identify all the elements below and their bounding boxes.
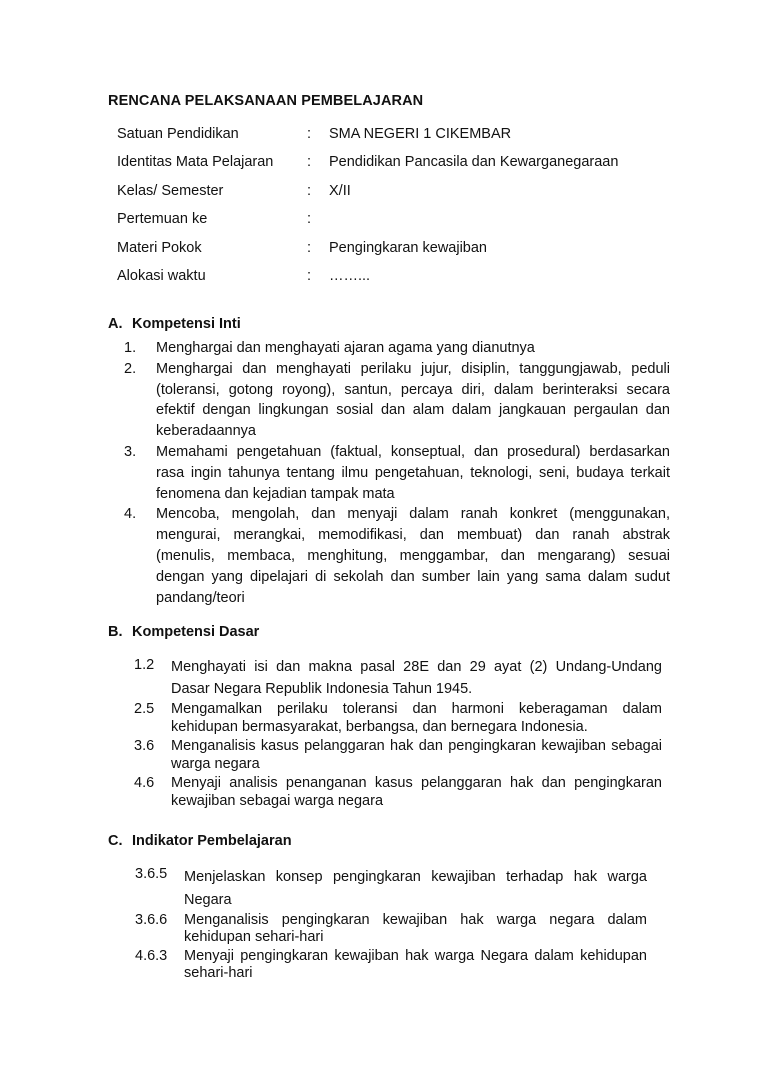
section-b-heading	[108, 624, 259, 640]
item-number: 3.	[124, 443, 137, 460]
item-text: Menjelaskan konsep pengingkaran kewajiban terhadap hak warga Negara	[184, 869, 647, 908]
item-text: Menghargai dan menghayati perilaku jujur, disiplin, tanggungjawab, peduli (toleransi, gotong royong), santun, percaya diri, dalam berinteraksi secara efektif dengan lingkungan sosial dan alam dalam jangkauan pergaulan dan keberadaannya	[156, 360, 670, 440]
identity-colon: :	[307, 154, 312, 171]
section-letter: A.	[108, 316, 123, 332]
item-number: 2.	[124, 360, 137, 377]
identity-colon: :	[307, 126, 312, 142]
section-title: Kompetensi Inti	[132, 316, 241, 332]
identity-label: Materi Pokok	[117, 239, 202, 256]
item-number: 3.6	[134, 738, 155, 754]
basic-competence-list	[134, 657, 662, 810]
item-text: Menganalisis kasus pelanggaran hak dan pengingkaran kewajiban sebagai warga negara	[171, 738, 662, 772]
identity-label: Kelas/ Semester	[117, 182, 224, 199]
identity-row-meeting	[117, 211, 677, 239]
identity-value: Pendidikan Pancasila dan Kewarganegaraan	[329, 154, 619, 171]
identity-row-topic	[117, 240, 677, 268]
item-number: 4.	[124, 506, 137, 523]
item-number: 4.6.3	[135, 948, 168, 964]
indicator-list	[135, 866, 647, 982]
identity-label: Pertemuan ke	[117, 211, 208, 228]
section-letter: C.	[108, 833, 123, 849]
item-number: 2.5	[134, 701, 155, 717]
list-item	[124, 504, 670, 608]
identity-label: Satuan Pendidikan	[117, 126, 239, 142]
section-a-heading	[108, 316, 241, 332]
core-competence-list	[124, 338, 670, 608]
list-item	[134, 657, 662, 700]
section-title: Indikator Pembelajaran	[132, 833, 292, 849]
list-item	[124, 359, 670, 442]
document-title: RENCANA PELAKSANAAN PEMBELAJARAN	[108, 93, 424, 109]
section-letter: B.	[108, 624, 123, 640]
identity-value: Pengingkaran kewajiban	[329, 239, 487, 256]
list-item	[134, 738, 662, 773]
section-c-heading	[108, 833, 292, 849]
identity-value: ……...	[329, 267, 371, 284]
item-text: Mengamalkan perilaku toleransi dan harmoni keberagaman dalam kehidupan bermasyarakat, berbangsa, dan bernegara Indonesia.	[171, 701, 662, 735]
identity-label: Identitas Mata Pelajaran	[117, 154, 274, 171]
identity-value: X/II	[329, 182, 351, 199]
item-number: 1.2	[134, 657, 155, 673]
list-item	[135, 948, 647, 982]
identity-label: Alokasi waktu	[117, 267, 206, 284]
identity-value: SMA NEGERI 1 CIKEMBAR	[329, 126, 512, 142]
item-text: Menyaji pengingkaran kewajiban hak warga Negara dalam kehidupan sehari-hari	[184, 948, 647, 981]
identity-colon: :	[307, 239, 312, 256]
identity-colon: :	[307, 211, 312, 228]
list-item	[134, 775, 662, 810]
item-text: Menganalisis pengingkaran kewajiban hak warga negara dalam kehidupan sehari-hari	[184, 912, 647, 945]
identity-row-school	[117, 126, 677, 154]
identity-colon: :	[307, 267, 312, 284]
list-item	[124, 442, 670, 504]
item-number: 1.	[124, 340, 137, 356]
item-text: Memahami pengetahuan (faktual, konseptual, dan prosedural) berdasarkan rasa ingin tahunya tentang ilmu pengetahuan, teknologi, seni, budaya terkait fenomena dan kejadian tampak mata	[156, 443, 670, 502]
item-number: 3.6.5	[135, 866, 168, 882]
identity-row-class	[117, 183, 677, 211]
identity-row-time	[117, 268, 677, 296]
list-item	[124, 338, 670, 359]
item-text: Menyaji analisis penanganan kasus pelanggaran hak dan pengingkaran kewajiban sebagai warga negara	[171, 775, 662, 809]
identity-table	[117, 126, 677, 296]
item-text: Menghargai dan menghayati ajaran agama yang dianutnya	[156, 340, 535, 356]
item-number: 4.6	[134, 775, 155, 791]
item-text: Mencoba, mengolah, dan menyaji dalam ranah konkret (menggunakan, mengurai, merangkai, memodifikasi, dan membuat) dan ranah abstrak (menulis, membaca, menghitung, menggambar, dan mengarang) sesuai dengan yang dipelajari di sekolah dan sumber lain yang sama dalam sudut pandang/teori	[156, 506, 670, 606]
item-number: 3.6.6	[135, 912, 168, 928]
list-item	[135, 912, 647, 946]
section-title: Kompetensi Dasar	[132, 624, 260, 640]
identity-row-subject	[117, 154, 677, 182]
item-text: Menghayati isi dan makna pasal 28E dan 29 ayat (2) Undang-Undang Dasar Negara Republik Indonesia Tahun 1945.	[171, 659, 662, 697]
list-item	[135, 866, 647, 911]
identity-colon: :	[307, 182, 312, 199]
list-item	[134, 701, 662, 736]
